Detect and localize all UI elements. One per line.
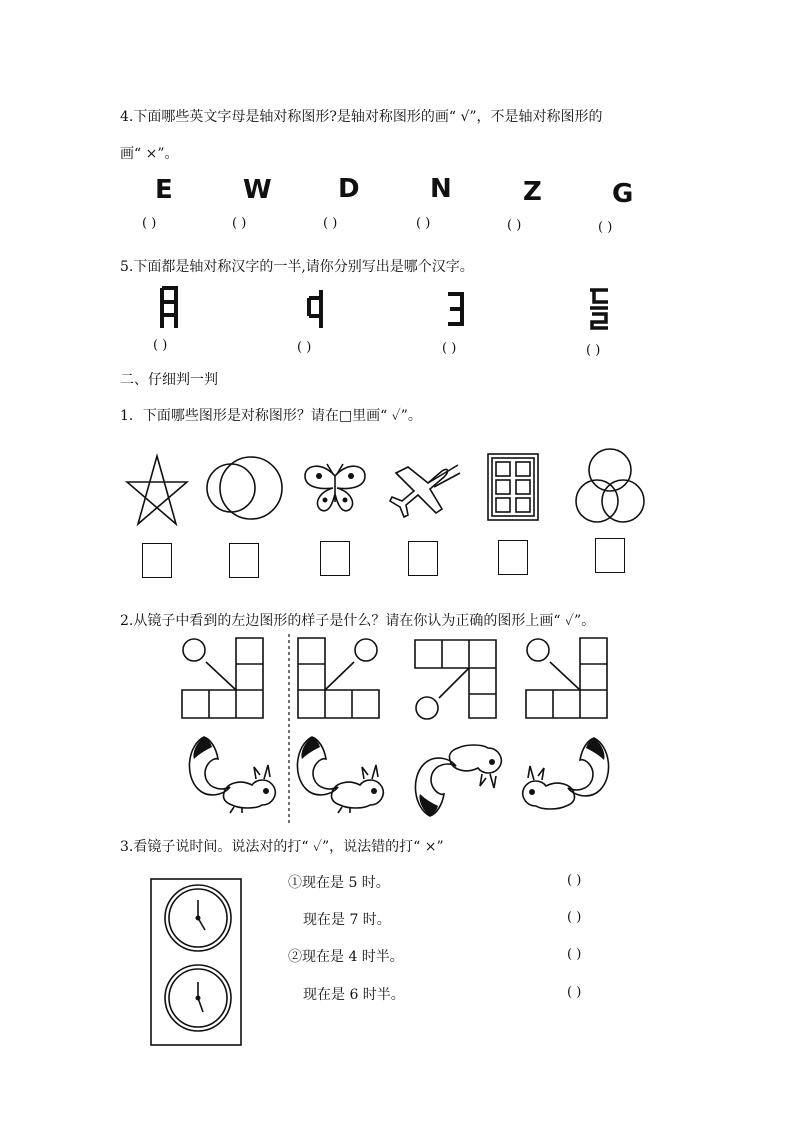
p1-text: 1．下面哪些图形是对称图形？请在□里画“ ✓”。 — [120, 408, 422, 424]
answer-paren-z[interactable]: ( ) — [507, 218, 522, 233]
statement-1: ①现在是 5 时。 — [288, 875, 390, 891]
checkbox-two-circles[interactable] — [229, 543, 259, 578]
letter-w: W — [243, 175, 272, 205]
butterfly-shape — [303, 462, 367, 514]
answer-paren-w[interactable]: ( ) — [232, 216, 247, 231]
squirrel-original[interactable] — [184, 735, 282, 815]
three-circles-shape — [574, 446, 646, 526]
window-shape — [486, 452, 540, 522]
answer-paren-char-2[interactable]: ( ) — [297, 340, 312, 355]
squirrel-choice-2[interactable] — [410, 738, 508, 818]
block-figure-choice-2[interactable] — [413, 638, 499, 720]
answer-paren-statement-3[interactable]: ( ) — [567, 947, 582, 962]
checkbox-airplane[interactable] — [408, 541, 438, 576]
answer-paren-char-3[interactable]: ( ) — [442, 341, 457, 356]
answer-paren-g[interactable]: ( ) — [598, 220, 613, 235]
statement-3: ②现在是 4 时半。 — [288, 949, 404, 965]
answer-paren-d[interactable]: ( ) — [323, 216, 338, 231]
star-shape — [125, 454, 189, 526]
answer-paren-char-1[interactable]: ( ) — [153, 338, 168, 353]
half-character-3 — [446, 290, 466, 328]
checkbox-three-circles[interactable] — [595, 538, 625, 573]
half-character-2 — [299, 290, 323, 328]
half-character-4 — [588, 288, 610, 330]
statement-4: 现在是 6 时半。 — [303, 987, 405, 1003]
checkbox-window[interactable] — [498, 540, 528, 575]
answer-paren-statement-4[interactable]: ( ) — [567, 985, 582, 1000]
letter-n: N — [430, 174, 452, 204]
airplane-shape — [388, 461, 462, 519]
letter-z: Z — [523, 177, 542, 207]
block-figure-original[interactable] — [180, 638, 266, 720]
checkbox-star[interactable] — [142, 543, 172, 578]
q5-text: 5.下面都是轴对称汉字的一半,请你分别写出是哪个汉字。 — [120, 259, 474, 275]
half-character-1 — [160, 284, 180, 330]
mirror-divider — [288, 634, 290, 824]
block-figure-choice-1[interactable] — [296, 638, 382, 720]
q4-line1: 4.下面哪些英文字母是轴对称图形?是轴对称图形的画“ √”，不是轴对称图形的 — [120, 109, 603, 125]
mirror-clocks — [150, 878, 242, 1046]
answer-paren-statement-1[interactable]: ( ) — [567, 873, 582, 888]
p2-text: 2.从镜子中看到的左边图形的样子是什么？请在你认为正确的图形上画“ ✓”。 — [120, 613, 596, 629]
section-2-title: 二、仔细判一判 — [120, 372, 218, 388]
checkbox-butterfly[interactable] — [320, 541, 350, 576]
answer-paren-char-4[interactable]: ( ) — [586, 343, 601, 358]
squirrel-choice-3[interactable] — [516, 736, 614, 816]
answer-paren-n[interactable]: ( ) — [416, 216, 431, 231]
statement-2: 现在是 7 时。 — [303, 912, 391, 928]
p3-text: 3.看镜子说时间。说法对的打“ ✓”，说法错的打“ ×” — [120, 839, 444, 855]
letter-g: G — [612, 179, 634, 209]
two-circles-shape — [204, 456, 286, 522]
q4-line2: 画“ ×”。 — [120, 146, 179, 162]
answer-paren-statement-2[interactable]: ( ) — [567, 910, 582, 925]
letter-d: D — [338, 174, 360, 204]
block-figure-choice-3[interactable] — [524, 638, 610, 720]
letter-e: E — [155, 175, 173, 205]
answer-paren-e[interactable]: ( ) — [142, 216, 157, 231]
squirrel-choice-1[interactable] — [292, 735, 390, 815]
